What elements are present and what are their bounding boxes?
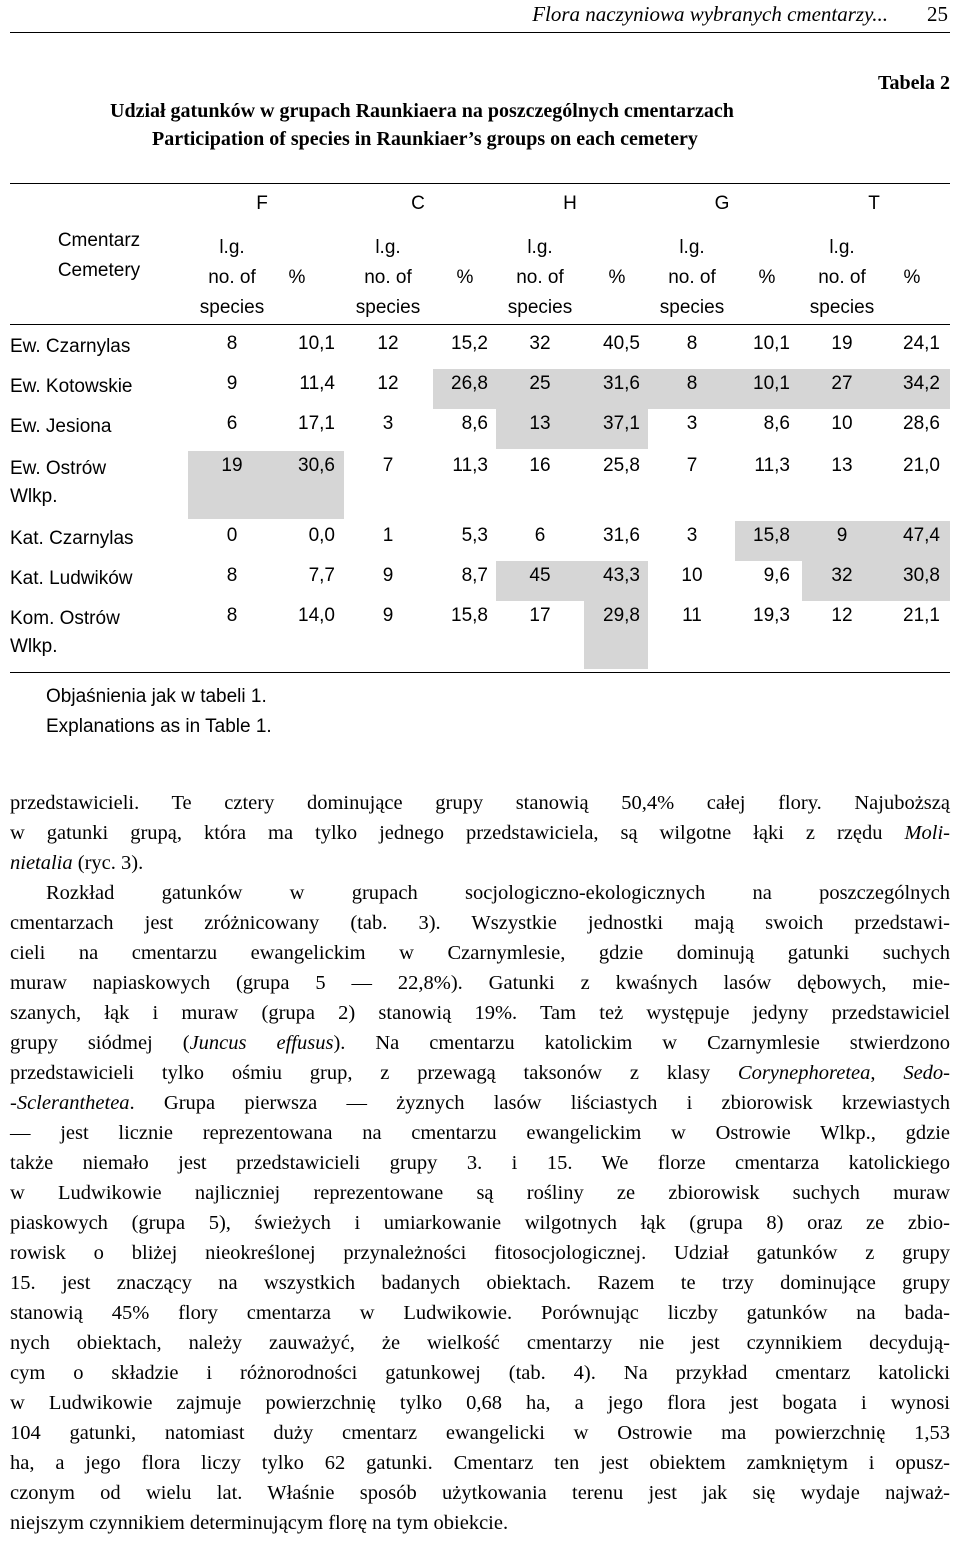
group-header: G xyxy=(714,193,730,214)
cell-percent: 31,6 xyxy=(603,525,640,546)
row-label xyxy=(10,605,120,661)
cell-count: 10 xyxy=(831,413,853,434)
cell-count: 32 xyxy=(831,565,853,586)
cell-count: 3 xyxy=(686,525,698,546)
table-bottom-rule xyxy=(10,672,950,673)
text-line: grupy siódmej (Juncus effusus). Na cmentarzu katolickim w Czarnymlesie stwierdzono xyxy=(10,1032,951,1054)
text-line: w Ludwikowie zajmuje powierzchnię tylko 0,68 ha, a jego flora jest bogata i wynosi xyxy=(10,1392,950,1414)
cell-percent: 26,8 xyxy=(451,373,488,394)
cell-percent: 40,5 xyxy=(603,333,640,354)
text-line: nietalia (ryc. 3). xyxy=(10,852,144,874)
row-label xyxy=(10,373,133,401)
running-title: Flora naczyniowa wybranych cmentarzy... xyxy=(532,2,888,26)
subheader-count xyxy=(182,233,282,323)
cell-percent: 25,8 xyxy=(603,455,640,476)
text-line: piaskowych (grupa 5), świeżych i umiarkowanie wilgotnych łąk (grupa 8) oraz ze zbio- xyxy=(10,1212,950,1234)
text-line: cmentarzach jest zróżnicowany (tab. 3). Wszystkie jednostki mają swoich przedstawi- xyxy=(10,912,950,934)
subheader-percent: % xyxy=(288,267,306,288)
paragraph-1 xyxy=(10,788,950,878)
text-line: przedstawicieli. Te cztery dominujące grupy stanowią 50,4% całej flory. Najuboższą xyxy=(10,792,950,814)
cell-count: 12 xyxy=(377,333,399,354)
subheader-percent: % xyxy=(456,267,474,288)
group-header: H xyxy=(563,193,577,214)
cell-percent: 14,0 xyxy=(298,605,335,626)
cell-count: 0 xyxy=(226,525,238,546)
cell-count: 6 xyxy=(226,413,238,434)
row-label xyxy=(10,525,134,553)
caption-polish: Udział gatunków w grupach Raunkiaera na poszczególnych cmentarzach xyxy=(110,100,734,122)
text-line: w gatunki grupą, która ma tylko jednego przedstawiciela, są wilgotne łąki z rzędu Moli- xyxy=(10,822,950,844)
text-line: także niemało jest przedstawicieli grupy 3. i 15. We florze cmentarza katolickiego xyxy=(10,1152,950,1174)
subheader-count xyxy=(642,233,742,323)
table-label: Tabela 2 xyxy=(877,72,950,94)
row-label-line: Ew. Ostrów xyxy=(10,458,107,479)
row-label-line: Wlkp. xyxy=(10,486,58,507)
subheader-count-line: species xyxy=(355,297,421,318)
cell-percent: 10,1 xyxy=(298,333,335,354)
row-label-line: Ew. Czarnylas xyxy=(10,336,131,357)
row-label-line: Kat. Ludwików xyxy=(10,568,133,589)
cell-percent: 37,1 xyxy=(603,413,640,434)
cell-percent: 17,1 xyxy=(298,413,335,434)
cell-percent: 11,4 xyxy=(299,373,335,394)
subheader-count-line: l.g. xyxy=(527,237,553,258)
cell-count: 13 xyxy=(529,413,551,434)
row-label xyxy=(10,333,130,361)
cell-percent: 10,1 xyxy=(753,333,790,354)
text-line: -Scleranthetea. Grupa pierwsza — żyznych lasów liściastych i zbiorowisk krzewiastych xyxy=(10,1092,950,1114)
cell-count: 8 xyxy=(686,373,698,394)
caption-english: Participation of species in Raunkiaer’s groups on each cemetery xyxy=(152,128,698,150)
cell-count: 9 xyxy=(836,525,848,546)
group-header: F xyxy=(256,193,268,214)
text-line: muraw napiaskowych (grupa 5 — 22,8%). Gatunki z kwaśnych lasów dębowych, mie- xyxy=(10,972,950,994)
text-line: cieli na cmentarzu ewangelickim w Czarnymlesie, gdzie dominują gatunki suchych xyxy=(10,942,950,964)
subheader-percent: % xyxy=(903,267,921,288)
row-label-line: Wlkp. xyxy=(10,636,58,657)
cell-count: 17 xyxy=(529,605,551,626)
text-line: rowisk o bliżej nieokreślonej przynależności fitosocjologicznej. Udział gatunków z grupy xyxy=(10,1242,950,1264)
cell-percent: 19,3 xyxy=(753,605,790,626)
subheader-count-line: species xyxy=(659,297,725,318)
cell-count: 1 xyxy=(382,525,394,546)
text-line: stanowią 45% flory cmentarza w Ludwikowie. Porównując liczby gatunków na bada- xyxy=(10,1302,950,1324)
row-header-en: Cemetery xyxy=(57,260,141,281)
cell-count: 45 xyxy=(529,565,551,586)
subheader-count xyxy=(490,233,590,323)
text-line: ha, a jego flora liczy tylko 62 gatunki. Cmentarz ten jest obiektem zamkniętym i opusz- xyxy=(10,1452,950,1474)
cell-percent: 11,3 xyxy=(452,455,488,476)
cell-percent: 47,4 xyxy=(903,525,940,546)
subheader-percent: % xyxy=(758,267,776,288)
text-line: cym o składzie i różnorodności gatunkowej (tab. 4). Na przykład cmentarz katolicki xyxy=(10,1362,950,1384)
text-line: przedstawicieli tylko ośmiu grup, z przewagą taksonów z klasy Corynephoretea, Sedo- xyxy=(10,1062,950,1084)
cell-count: 12 xyxy=(831,605,853,626)
subheader-count-line: no. of xyxy=(364,267,412,288)
cell-count: 7 xyxy=(382,455,394,476)
subheader-count-line: l.g. xyxy=(829,237,855,258)
subheader-count-line: no. of xyxy=(516,267,564,288)
text-line: nych obiektach, należy zauważyć, że wielkość cmentarzy nie jest czynnikiem decydują- xyxy=(10,1332,950,1354)
table-top-rule xyxy=(10,183,950,184)
subheader-count-line: no. of xyxy=(668,267,716,288)
cell-percent: 5,3 xyxy=(461,525,488,546)
cell-percent: 15,8 xyxy=(753,525,790,546)
subheader-count xyxy=(338,233,438,323)
cell-count: 19 xyxy=(221,455,243,476)
subheader-count-line: l.g. xyxy=(219,237,245,258)
row-label xyxy=(10,565,133,593)
cell-percent: 8,6 xyxy=(461,413,488,434)
text-line: w Ludwikowie najliczniej reprezentowane są rośliny ze zbiorowisk suchych muraw xyxy=(10,1182,950,1204)
paragraph-2 xyxy=(10,878,950,1538)
text-line: 15. jest znaczący na wszystkich badanych obiektach. Razem te trzy dominujące grupy xyxy=(10,1272,950,1294)
cell-percent: 9,6 xyxy=(763,565,790,586)
cell-count: 8 xyxy=(226,333,238,354)
row-label-line: Ew. Jesiona xyxy=(10,416,112,437)
subheader-count-line: no. of xyxy=(208,267,256,288)
cell-percent: 24,1 xyxy=(903,333,940,354)
cell-count: 32 xyxy=(529,333,551,354)
row-header-pl: Cmentarz xyxy=(57,230,141,251)
cell-percent: 29,8 xyxy=(603,605,640,626)
text-line: 104 gatunki, natomiast duży cmentarz ewangelicki w Ostrowie ma powierzchnię 1,53 xyxy=(10,1422,950,1444)
row-label-line: Kat. Czarnylas xyxy=(10,528,134,549)
note-en: Explanations as in Table 1. xyxy=(46,716,272,737)
cell-percent: 34,2 xyxy=(903,373,940,394)
cell-percent: 11,3 xyxy=(754,455,790,476)
text-line: szanych, łąk i muraw (grupa 2) stanowią 19%. Tam też występuje jedyny przedstawiciel xyxy=(10,1002,950,1024)
row-label xyxy=(10,413,111,441)
cell-percent: 21,0 xyxy=(903,455,940,476)
cell-percent: 0,0 xyxy=(308,525,335,546)
cell-count: 3 xyxy=(382,413,394,434)
cell-count: 3 xyxy=(686,413,698,434)
subheader-count-line: l.g. xyxy=(375,237,401,258)
cell-percent: 31,6 xyxy=(603,373,640,394)
cell-count: 27 xyxy=(831,373,853,394)
text-line: Rozkład gatunków w grupach socjologiczno-ekologicznych na poszczególnych xyxy=(46,882,950,904)
subheader-percent: % xyxy=(608,267,626,288)
cell-count: 7 xyxy=(686,455,698,476)
cell-percent: 30,8 xyxy=(903,565,940,586)
subheader-count-line: no. of xyxy=(818,267,866,288)
cell-count: 13 xyxy=(831,455,853,476)
cell-count: 25 xyxy=(529,373,551,394)
text-line: — jest licznie reprezentowana na cmentarzu ewangelickim w Ostrowie Wlkp., gdzie xyxy=(10,1122,950,1144)
row-label-line: Ew. Kotowskie xyxy=(10,376,133,397)
cell-count: 8 xyxy=(226,605,238,626)
cell-count: 16 xyxy=(529,455,551,476)
subheader-count-line: l.g. xyxy=(679,237,705,258)
cell-count: 9 xyxy=(226,373,238,394)
cell-count: 8 xyxy=(226,565,238,586)
cell-percent: 10,1 xyxy=(753,373,790,394)
body-text xyxy=(10,788,950,1538)
raunkiaer-table xyxy=(10,183,950,743)
page-number: 25 xyxy=(927,2,948,26)
cell-percent: 43,3 xyxy=(603,565,640,586)
cell-percent: 8,6 xyxy=(763,413,790,434)
group-header: C xyxy=(411,193,425,214)
running-header xyxy=(10,0,950,33)
text-line: niejszym czynnikiem determinującym florę na tym obiekcie. xyxy=(10,1512,509,1534)
cell-count: 19 xyxy=(831,333,853,354)
cell-count: 10 xyxy=(681,565,703,586)
cell-count: 9 xyxy=(382,605,394,626)
text-line: czonym od wielu lat. Właśnie sposób użytkowania terenu jest jak się wydaje najważ- xyxy=(10,1482,950,1504)
group-header: T xyxy=(868,193,880,214)
cell-percent: 28,6 xyxy=(903,413,940,434)
cell-count: 12 xyxy=(377,373,399,394)
cell-count: 8 xyxy=(686,333,698,354)
cell-count: 11 xyxy=(682,605,702,626)
cell-percent: 21,1 xyxy=(903,605,940,626)
subheader-count-line: species xyxy=(507,297,573,318)
cell-count: 9 xyxy=(382,565,394,586)
row-header xyxy=(10,226,188,286)
cell-percent: 30,6 xyxy=(298,455,335,476)
cell-count: 6 xyxy=(534,525,546,546)
cell-percent: 15,8 xyxy=(451,605,488,626)
cell-percent: 15,2 xyxy=(451,333,488,354)
subheader-count-line: species xyxy=(809,297,875,318)
cell-percent: 8,7 xyxy=(461,565,488,586)
subheader-count-line: species xyxy=(199,297,265,318)
row-label xyxy=(10,455,106,511)
header-bottom-rule xyxy=(10,324,950,325)
note-pl: Objaśnienia jak w tabeli 1. xyxy=(46,686,267,707)
cell-percent: 7,7 xyxy=(308,565,335,586)
row-label-line: Kom. Ostrów xyxy=(10,608,120,629)
subheader-count xyxy=(792,233,892,323)
